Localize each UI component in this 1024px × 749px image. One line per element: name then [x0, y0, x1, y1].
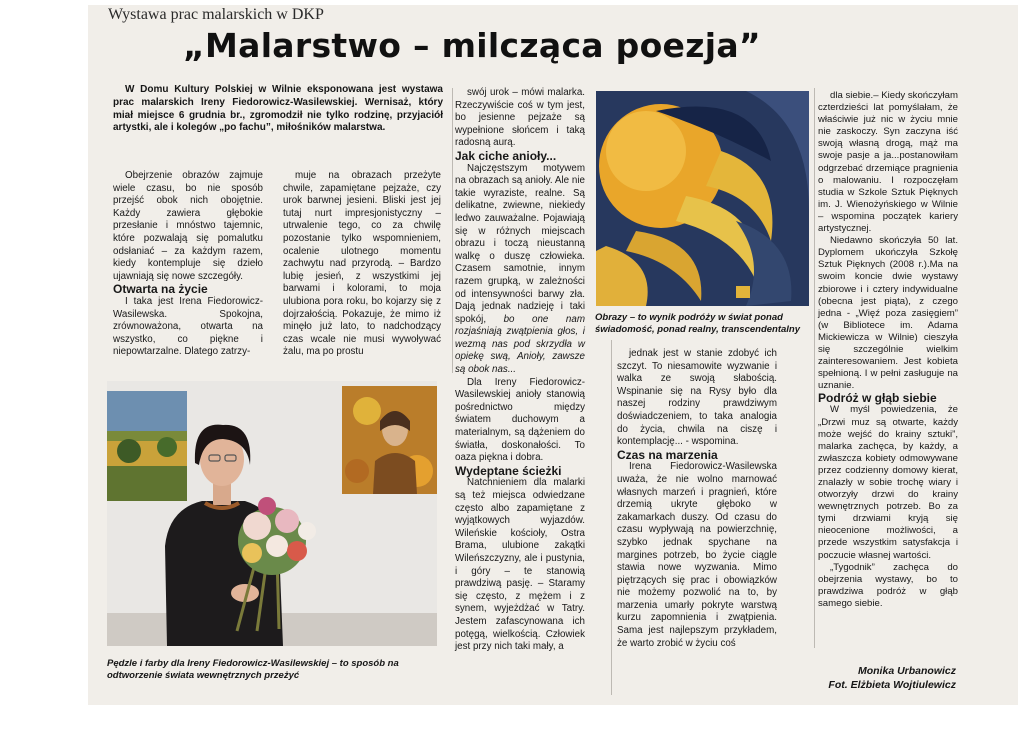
- author-name: Monika Urbanowicz: [857, 665, 956, 677]
- paragraph: „Tygodnik” zachęca do obejrzenia wystawy, bo to prawdziwa podróż w głąb samego siebie.: [818, 561, 958, 609]
- article-headline: „Malarstwo – milcząca poezja”: [183, 26, 761, 65]
- article-lead: W Domu Kultury Polskiej w Wilnie eksponowana jest wystawa prac malarskich Ireny Fiedorowicz-Wasilewskiej. Wernisaż, który miał miejsce 6 grudnia br., zgromodził nie tylko rodzinę, przyjaciół artystki, ale i kolegów „po fachu”, miłośników malarstwa.: [113, 84, 443, 134]
- paragraph: Irena Fiedorowicz-Wasilewska uważa, że nie wolno marnować własnych marzeń i pragnień, które drzemią ukryte głęboko w zakamarkach duszy. Od czasu do czasu wypływają na powierzchnię, szybko jednak spychane na margines potrzeb, bo życie ciągle stawia nowe wyzwania. Mimo piętrzących się prac i obowiązków nie możemy pozwolić na to, by marzenia umarły pokryte warstwą kurzu zapomnienia i zwątpienia. Sama jest najlepszym przykładem, że warto zrobić w życiu coś: [617, 461, 777, 649]
- column-rule: [611, 340, 612, 695]
- paragraph: jednak jest w stanie zdobyć ich szczyt. To niesamowite wyzwanie i walka ze swoją słabością. Wspinanie się na Rysy było dla naszej rodziny prawdziwym doświadczeniem, to taka analogia do życia, chwila na ciszę i kontemplację... - wspomina.: [617, 348, 777, 448]
- column-4: [617, 348, 777, 650]
- paragraph: Natchnieniem dla malarki są też miejsca odwiedzane często albo zapamiętane z wyjątkowych wyjazdów. Wileńskie kościoły, Ostra Brama, ulubione zakątki Wileńszczyzny, ale i pustynia, i góry – te stanowią prawdziwą pasję. – Staramy się często, z mężem i z synem, wyjeżdżać w Tatry. Jestem zafascynowana ich potęgą, wielkością. Człowiek jest przy nich taki mały, a: [455, 477, 585, 653]
- column-rule: [814, 88, 815, 648]
- column-rule: [452, 88, 453, 373]
- portrait-painting: [342, 386, 437, 494]
- byline: [814, 664, 956, 692]
- paragraph: dla siebie.– Kiedy skończyłam czterdzieści lat pomyślałam, że właściwie już nic w życiu mnie nie zaskoczy. Syn zaczyna iść swoją własną drogą, mąż ma swoje pasje a ja...postanowiłam odgrzebać drzemiące pragnienia o malowaniu. I rozpoczęłam studia w Szkole Sztuk Pięknych im. J. Wienożyńskiego w Wilnie – wspomina początek kariery artystycznej.: [818, 90, 958, 235]
- section-kicker: Wystawa prac malarskich w DKP: [108, 6, 324, 23]
- subheading: Jak ciche anioły...: [455, 148, 557, 163]
- landscape-painting: [107, 391, 187, 501]
- artist-photo: [107, 381, 437, 646]
- column-2: [283, 170, 441, 359]
- painting-caption: Obrazy – to wynik podróży w świat ponad świadomość, ponad realny, transcendentalny: [595, 312, 801, 335]
- paragraph: Dla Ireny Fiedorowicz-Wasilewskiej anioły stanowią pośrednictwo między światem duchowym a materialnym, są dążeniem do światła, doskonałości. To oaza piękna i dobra.: [455, 376, 585, 464]
- column-5: [818, 90, 958, 610]
- paragraph: Obejrzenie obrazów zajmuje wiele czasu, bo nie sposób przejść obok nich obojętnie. Każdy zawiera głębokie przesłanie i mnóstwo tajemnic, które pozwalają się pomalutku odsłaniać – za każdym razem, kiedy kontempluje się dzieło ujawniają się nowe szczegóły.: [113, 170, 263, 282]
- paragraph: I taka jest Irena Fiedorowicz-Wasilewska. Spokojna, zrównoważona, otwarta na wszystko, co piękne i niepowtarzalne. Dlatego zatrzy-: [113, 295, 263, 358]
- subheading: Wydeptane ścieżki: [455, 463, 562, 478]
- quote: bo one nam rozjaśniają zwątpienia głos, i wezmą nas pod skrzydła w opiekę swą, Anioły, zawsze są obok nas...: [455, 313, 585, 376]
- paragraph: swój urok – mówi malarka. Rzeczywiście coś w tym jest, bo jesienne pejzaże są wypełnione słońcem i taką radosną aurą.: [455, 87, 585, 149]
- paragraph: Najczęstszym motywem na obrazach są anioły. Ale nie takie wyraziste, realne. Są delikatne, zwiewne, niekiedy ledwo zauważalne. Pojawiają się w różnych miejscach obrazu i toczą nieustanną walkę o duszę człowieka. Czasem samotnie, innym razem grupką, w zależności od intensywności barwy zła. Dają jednak nadzieję i taki spokój, bo one nam rozjaśniają zwątpienia głos, i wezmą nas pod skrzydła w opiekę swą, Anioły, zawsze są obok nas...: [455, 162, 585, 376]
- subheading: Podróż w głąb siebie: [818, 391, 937, 406]
- subheading: Otwarta na życie: [113, 282, 208, 297]
- subheading: Czas na marzenia: [617, 447, 718, 462]
- paragraph: muje na obrazach przeżyte chwile, zapamiętane pejzaże, czy urok barwnej jesieni. Bliski jest jej tutaj nurt impresjonistyczny – utrwalenie tego, co za chwilę pozostanie tylko wspomnieniem, ocalenie ulotnego momentu zachwytu nad przyrodą. – Bardzo lubię jesień, z wszystkimi jej barwami i kolorami, to moja ulubiona pora roku, bo kojarzy się z dojrzałością. Pokazuje, że mimo iż minęło już lato, to nadchodzący czas wcale nie musi wywoływać żalu, ma po prostu: [283, 170, 441, 358]
- column-1: [113, 170, 263, 359]
- paragraph: W myśl powiedzenia, że „Drzwi muz są otwarte, każdy może wejść do krainy sztuki”, malarka zachęca, by każdy, a zwłaszcza kobiety odmowywane przez codzienny domowy kierat, znalazły w sobie trochę wiary i otworzyły drzwi do krainy wewnętrznych potrzeb. Bo za tymi drzwiami kryją się nieocenione możliwości, a przede wszystkim satysfakcja i poczucie własnej wartości.: [818, 404, 958, 561]
- column-3: [455, 87, 585, 654]
- paragraph: Niedawno skończyła 50 lat. Dyplomem ukończyła Szkołę Sztuk Pięknych (2008 r.).Ma na swoim koncie dwie wystawy zbiorowe i i cztery indywidualne (obecna jest piąta), z czego jedna - „Więź poza zasięgiem” (w Bibliotece im. Adama Mickiewicza w Wilnie) cieszyła się szczególnie wielkim zainteresowaniem. Jest kobieta spełnioną. I w pełni zasługuje na uznanie.: [818, 235, 958, 392]
- photo-credit: Fot. Elżbieta Wojtiulewicz: [828, 679, 956, 691]
- painting-reproduction: [596, 91, 809, 306]
- photo-caption: Pędzle i farby dla Ireny Fiedorowicz-Wasilewskiej – to sposób na odtworzenie świata wewnętrznych przeżyć: [107, 658, 399, 681]
